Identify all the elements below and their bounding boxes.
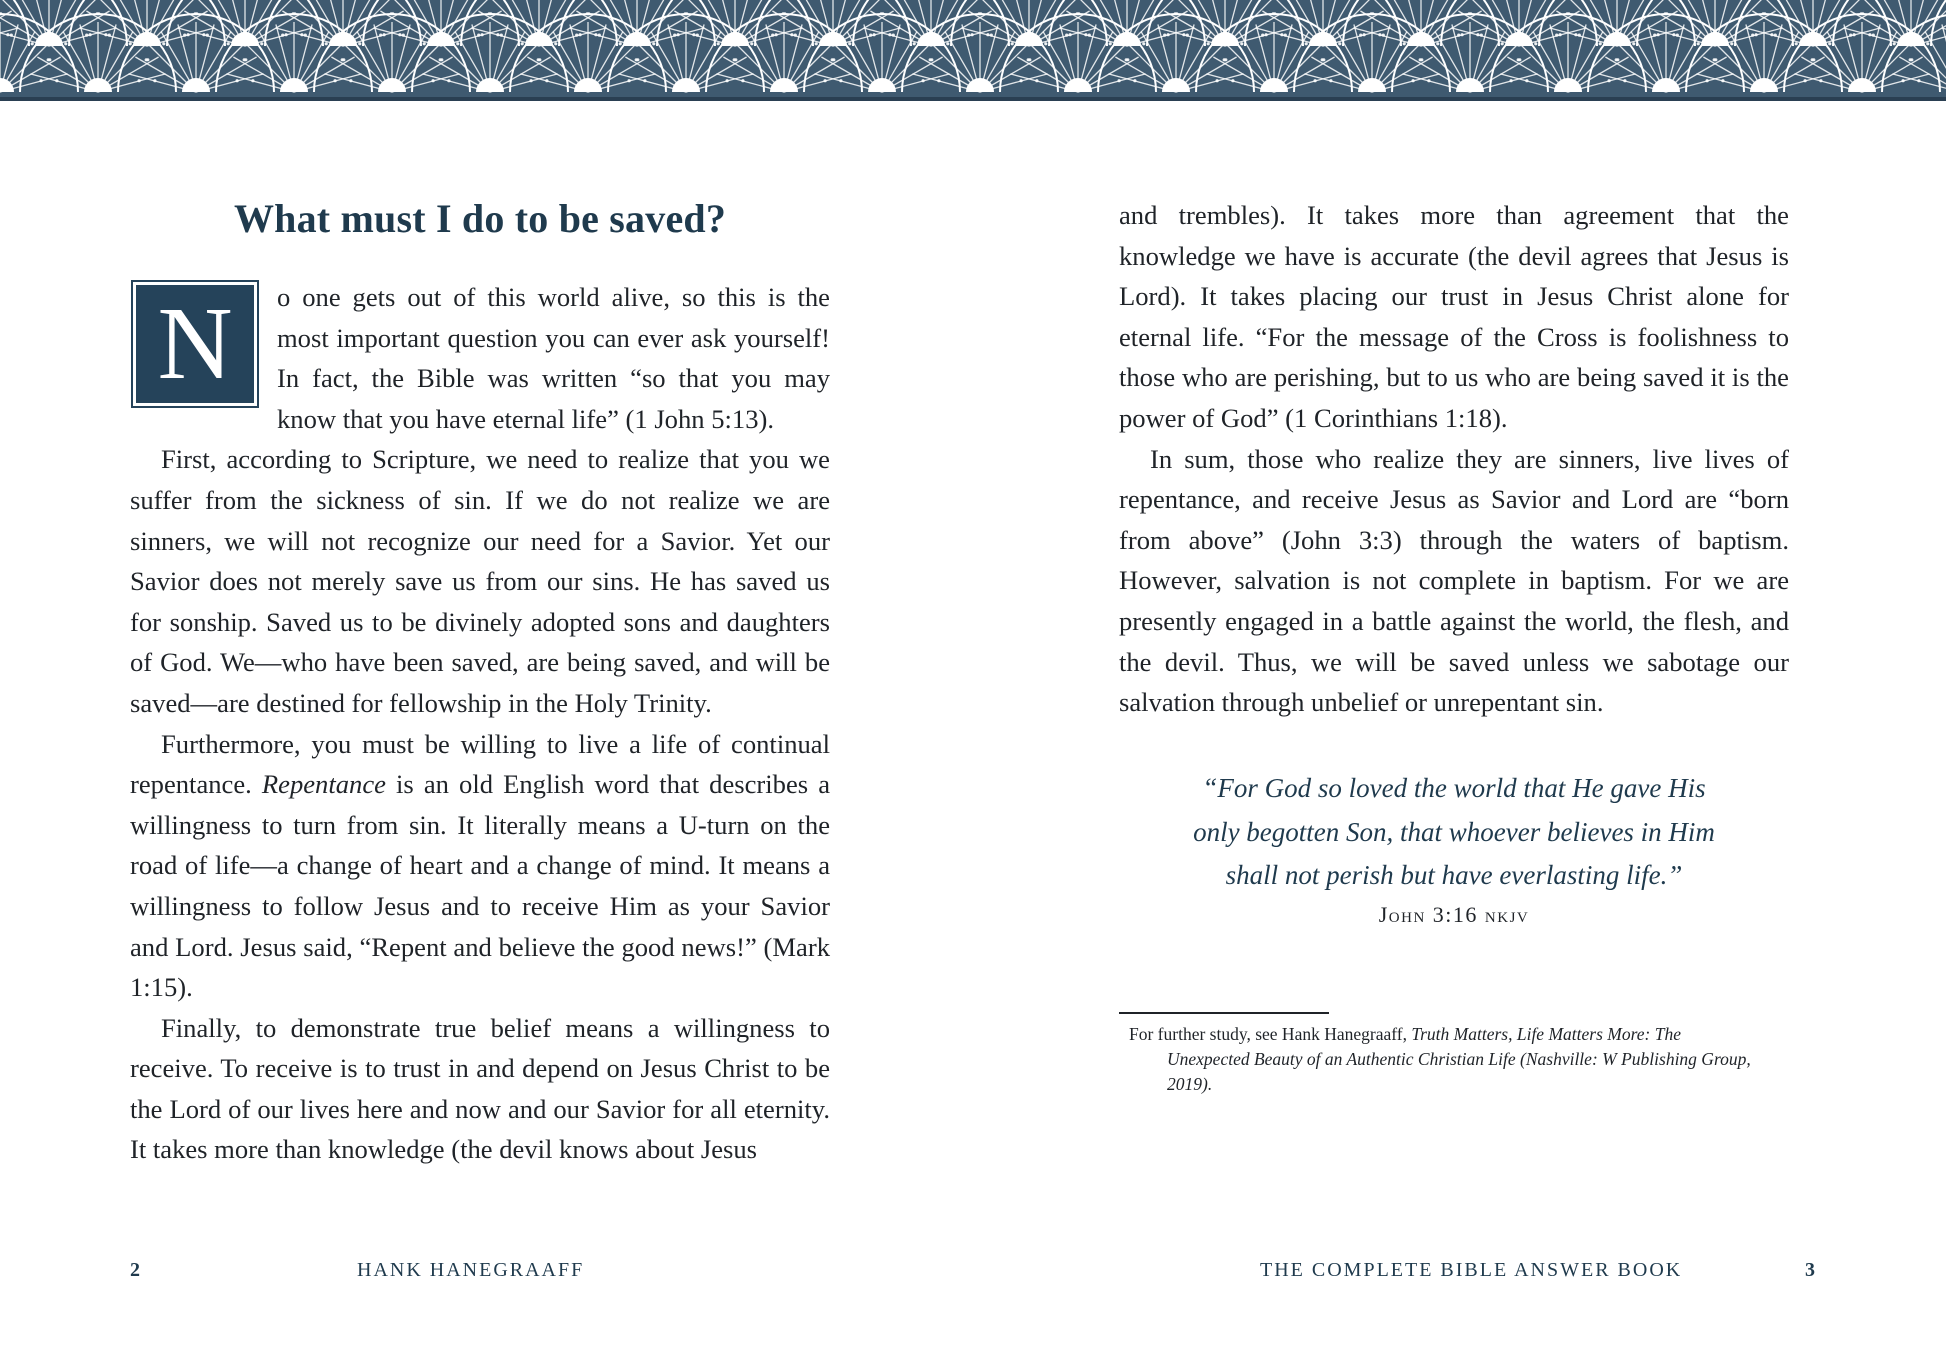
fan-pattern-graphic xyxy=(0,0,1946,97)
quote-line-1: “For God so loved the world that He gave His xyxy=(1202,773,1706,803)
paragraph-2: First, according to Scripture, we need to realize that you we suffer from the sickness of sin. If we do not realize we are sinners, we will not recognize our need for a Savior. Yet our Savior does not merely save us from our sins. He has saved us for sonship. Saved us to be divinely adopted sons and daughters of God. We—who have been saved, are being saved, and will be saved—are destined for fellowship in the Holy Trinity. xyxy=(130,444,830,718)
decorative-header-banner xyxy=(0,0,1946,101)
quote-line-3: shall not perish but have everlasting life.” xyxy=(1225,860,1683,890)
left-page xyxy=(0,97,973,1362)
paragraph-4: Finally, to demonstrate true belief means a willingness to receive. To receive is to trust in and depend on Jesus Christ to be the Lord of our lives here and now and our Savior for all eternity. It takes more than knowledge (the devil knows about Jesus xyxy=(130,1012,830,1165)
paragraph-summary: In sum, those who realize they are sinners, live lives of repentance, and receive Jesus as Savior and Lord are “born from above” (John 3:3) through the waters of baptism. However, salvation is not complete in baptism. For we are presently engaged in a battle against the world, the flesh, and the devil. Thus, we will be saved unless we sabotage our salvation through unbelief or unrepentant sin. xyxy=(1119,443,1789,718)
footnote-title-2: Unexpected Beauty of an Authentic Christian Life (Nashville: W Publishing Group, 2019). xyxy=(1167,1049,1751,1094)
running-head-book-title: THE COMPLETE BIBLE ANSWER BOOK xyxy=(1260,1259,1683,1281)
quote-reference: John 3:16 nkjv xyxy=(1378,901,1530,927)
right-body-text xyxy=(1119,195,1789,723)
paragraph-3-start: Furthermore, you must be willing to live a life of continual repentance. xyxy=(130,728,830,800)
paragraph-1-text: o one gets out of this world alive, so this is the most important question you can ever ask yourself! In fact, the Bible was written “so that you may know that you have eternal life” (1 John 5:13). xyxy=(277,282,830,434)
right-page xyxy=(973,97,1946,1362)
quote-line-2: only begotten Son, that whoever believes in Him xyxy=(1193,816,1715,847)
footnote-line-1 xyxy=(1129,1022,1789,1047)
page-number-left: 2 xyxy=(130,1259,140,1281)
paragraph-1 xyxy=(130,277,830,439)
scripture-quote xyxy=(1119,767,1789,928)
paragraph-continued: and trembles). It takes more than agreement that the knowledge we have is accurate (the devil agrees that Jesus is Lord). It takes placing our trust in Jesus Christ alone for eternal life. “For the message of the Cross is foolishness to those who are perishing, but to us who are being saved it is the power of God” (1 Corinthians 1:18). xyxy=(1119,200,1789,433)
page-number-right: 3 xyxy=(1805,1259,1815,1281)
footnote-lead-text: For further study, see Hank Hanegraaff, xyxy=(1129,1024,1407,1044)
running-head-author: HANK HANEGRAAFF xyxy=(357,1259,585,1281)
page-title: What must I do to be saved? xyxy=(233,196,727,241)
drop-cap: N xyxy=(133,282,257,406)
footnote-title-1: Truth Matters, Life Matters More: The xyxy=(1411,1024,1681,1044)
footnote-divider xyxy=(1119,1012,1329,1014)
left-body-text xyxy=(130,277,830,1170)
paragraph-3 xyxy=(130,724,830,1008)
paragraph-3-rest: is an old English word that describes a willingness to turn from sin. It literally means a U-turn on the road of life—a change of heart and a change of mind. It means a willingness to follow Jesus and to receive Him as your Savior and Lord. Jesus said, “Repent and believe the good news!” (Mark 1:15). xyxy=(130,769,831,1003)
footnote xyxy=(1129,1022,1789,1097)
italic-term: Repentance xyxy=(261,769,386,800)
